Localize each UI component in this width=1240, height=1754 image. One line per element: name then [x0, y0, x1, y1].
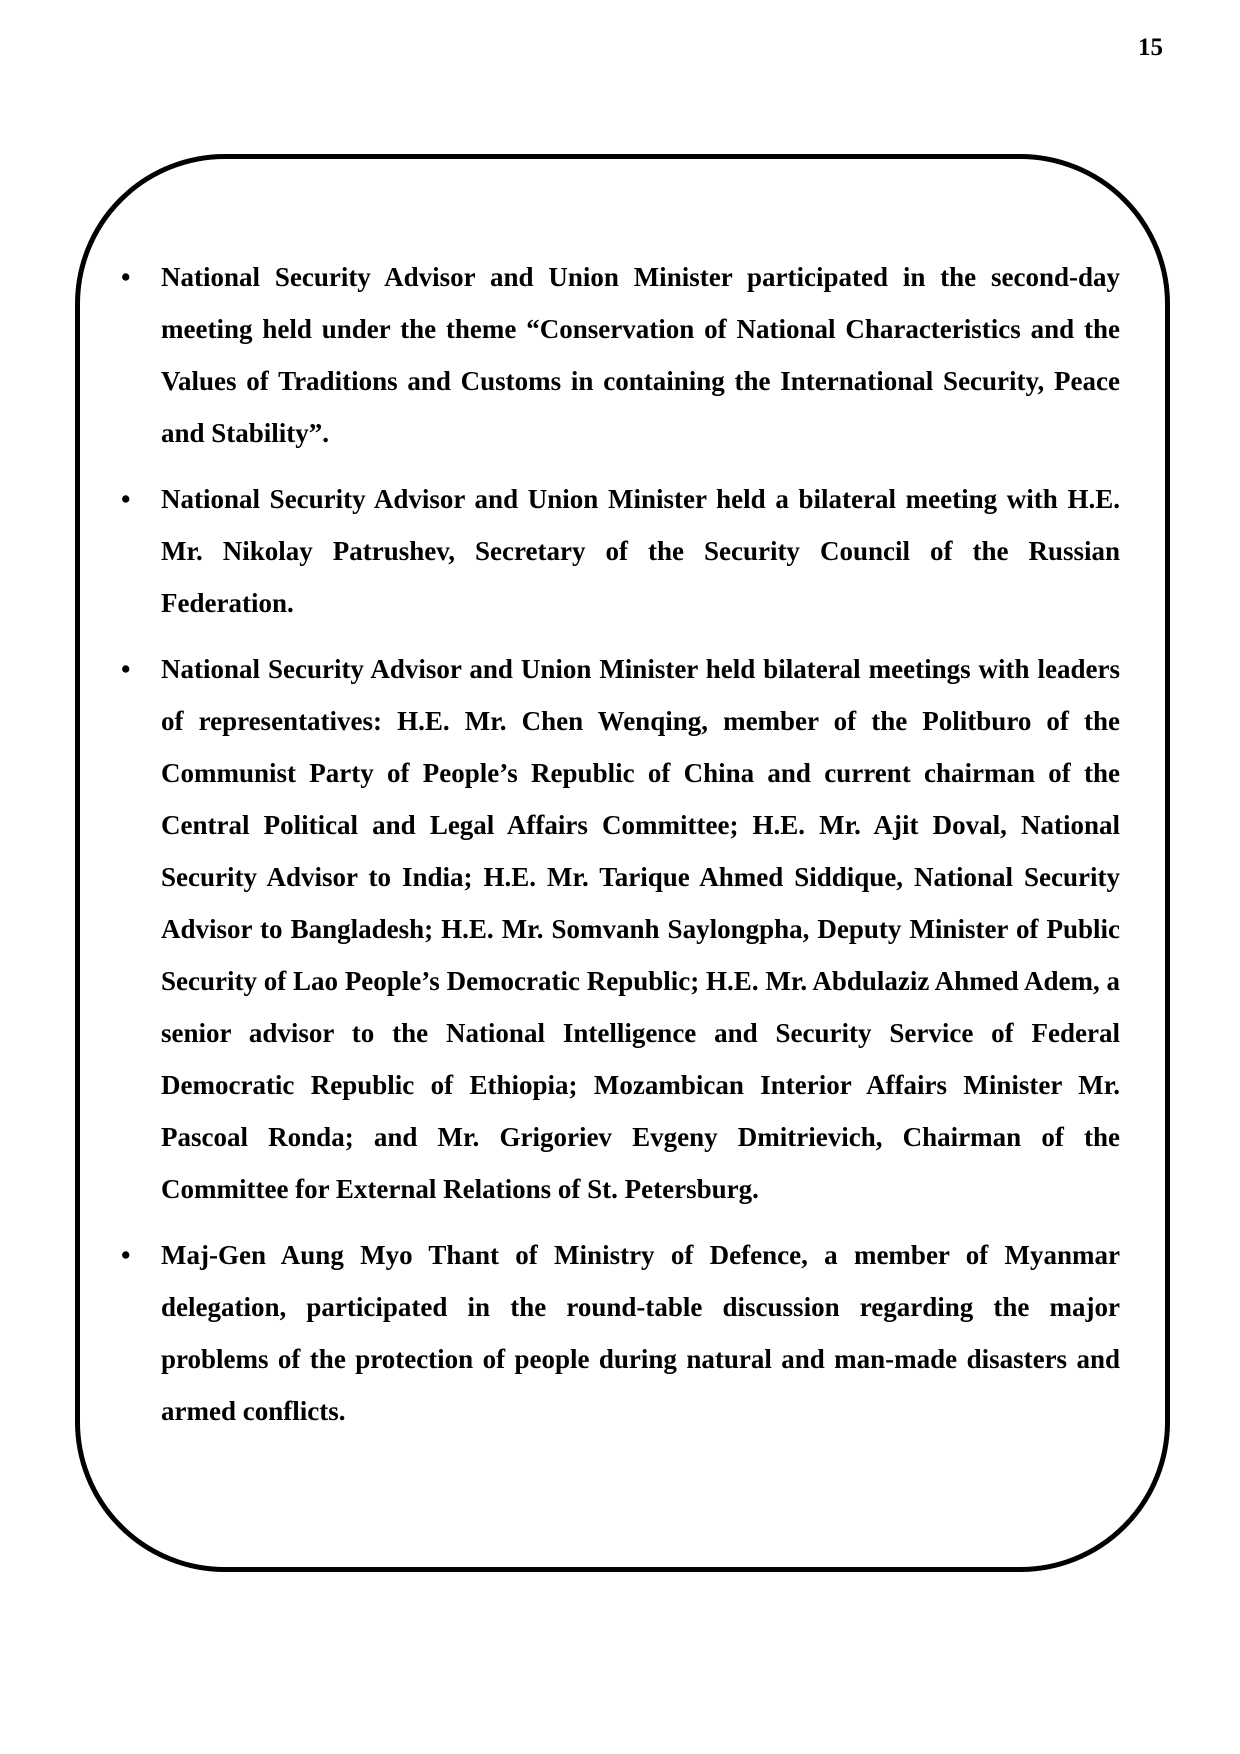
bullet-icon: • [121, 262, 131, 292]
list-item [121, 473, 1120, 629]
bullet-icon: • [121, 1240, 131, 1270]
page-number: 15 [1138, 34, 1163, 61]
bullet-icon: • [121, 654, 131, 684]
bullet-list [121, 251, 1120, 1437]
list-item [121, 643, 1120, 1215]
list-item [121, 251, 1120, 459]
bullet-text: National Security Advisor and Union Minister participated in the second-day meeting held under the theme “Conservation of National Characteristics and the Values of Traditions and Customs in containing the International Security, Peace and Stability”. [161, 262, 1120, 448]
bullet-text: National Security Advisor and Union Minister held bilateral meetings with leaders of representatives: H.E. Mr. Chen Wenqing, member of the Politburo of the Communist Party of People’s Republic of China and current chairman of the Central Political and Legal Affairs Committee; H.E. Mr. Ajit Doval, National Security Advisor to India; H.E. Mr. Tarique Ahmed Siddique, National Security Advisor to Bangladesh; H.E. Mr. Somvanh Saylongpha, Deputy Minister of Public Security of Lao People’s Democratic Republic; H.E. Mr. Abdulaziz Ahmed Adem, a senior advisor to the National Intelligence and Security Service of Federal Democratic Republic of Ethiopia; Mozambican Interior Affairs Minister Mr. Pascoal Ronda; and Mr. Grigoriev Evgeny Dmitrievich, Chairman of the Committee for External Relations of St. Petersburg. [161, 654, 1120, 1204]
bullet-icon: • [121, 484, 131, 514]
list-item [121, 1229, 1120, 1437]
bullet-text: Maj-Gen Aung Myo Thant of Ministry of Defence, a member of Myanmar delegation, participated in the round-table discussion regarding the major problems of the protection of people during natural and man-made disasters and armed conflicts. [161, 1240, 1120, 1426]
bullet-text: National Security Advisor and Union Minister held a bilateral meeting with H.E. Mr. Nikolay Patrushev, Secretary of the Security Council of the Russian Federation. [161, 484, 1120, 618]
